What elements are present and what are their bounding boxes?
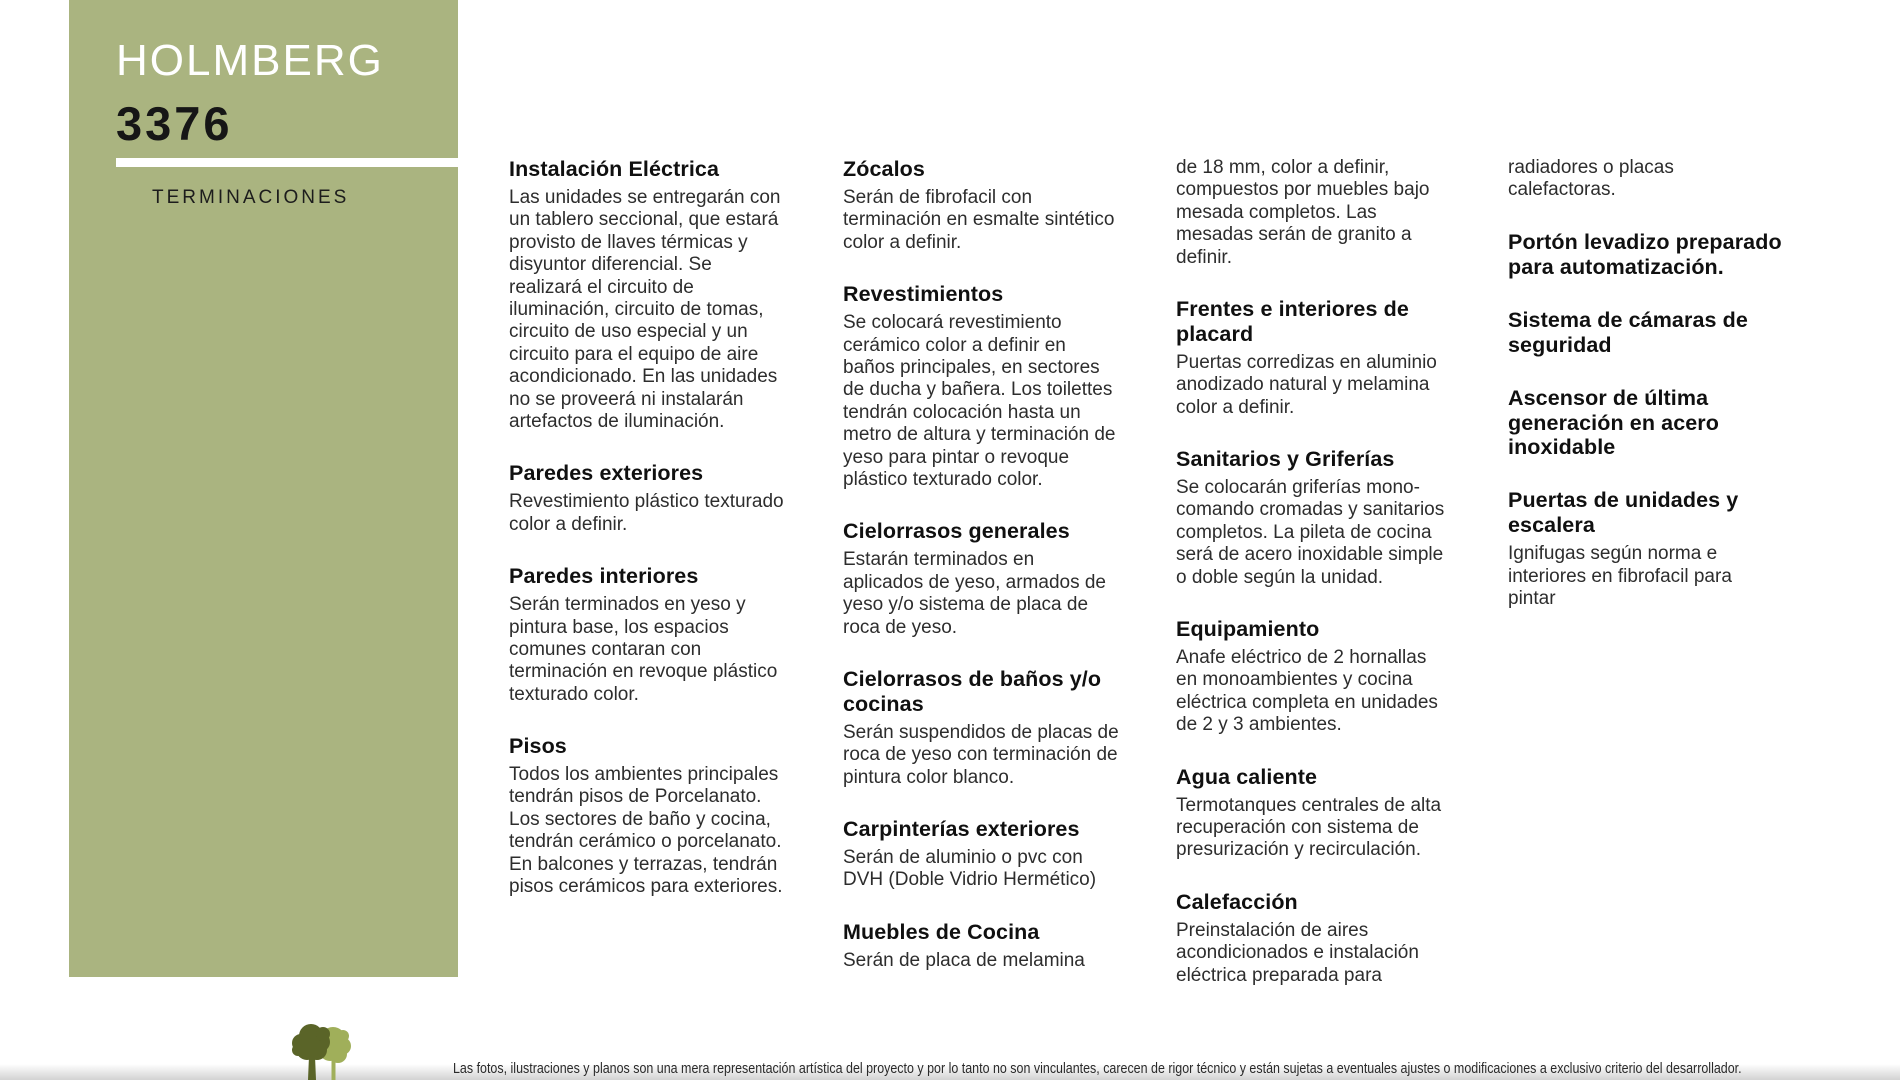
spec-column-1 <box>509 157 785 899</box>
section-body: Las unidades se entregarán con un tablero seccional, que estará provisto de llaves térmicas y disyuntor diferencial. Se realizará el circuito de iluminación, circuito de tomas, circuito de uso especial y un circuito para el equipo de aire acondicionado. En las unidades no se proveerá ni instalarán artefactos de iluminación. <box>509 186 781 432</box>
section-body: Ignifugas según norma e interiores en fibrofacil para pintar <box>1508 543 1732 610</box>
brand-title: HOLMBERG <box>116 36 384 85</box>
section-body: Serán suspendidos de placas de roca de yeso con terminación de pintura color blanco. <box>843 721 1119 788</box>
spec-column-3 <box>1176 157 1452 987</box>
section-heading: Ascensor de última generación en acero inoxidable <box>1508 385 1720 460</box>
section-body: Anafe eléctrico de 2 hornallas en monoambientes y cocina eléctrica completa en unidades de 2 y 3 ambientes. <box>1176 647 1438 736</box>
section-body: radiadores o placas calefactoras. <box>1508 157 1674 201</box>
section-heading: Paredes exteriores <box>509 461 704 486</box>
section-heading: Sistema de cámaras de seguridad <box>1508 307 1748 357</box>
section-heading: Cielorrasos generales <box>843 519 1070 544</box>
section-heading: Zócalos <box>843 157 925 181</box>
spec-column-4 <box>1508 157 1784 610</box>
section-heading: Equipamiento <box>1176 617 1320 642</box>
section-heading: Sanitarios y Griferías <box>1176 447 1395 472</box>
section-body: Se colocarán griferías mono-comando cromadas y sanitarios completos. La pileta de cocina será de acero inoxidable simple o doble según la unidad. <box>1176 477 1445 588</box>
section-body: Puertas corredizas en aluminio anodizado natural y melamina color a definir. <box>1176 351 1437 418</box>
section-body: Preinstalación de aires acondicionados e instalación eléctrica preparada para <box>1176 919 1419 986</box>
section-body: Serán de aluminio o pvc con DVH (Doble Vidrio Hermético) <box>843 846 1097 891</box>
section-body: Termotanques centrales de alta recuperación con sistema de presurización y recirculación. <box>1176 794 1442 861</box>
section-body: Todos los ambientes principales tendrán pisos de Porcelanato. Los sectores de baño y cocina, tendrán cerámico o porcelanato. En balcones y terrazas, tendrán pisos cerámicos para exteriores. <box>509 764 783 898</box>
legal-disclaimer: Las fotos, ilustraciones y planos son una mera representación artística del proyecto y por lo tanto no son vinculantes, carecen de rigor técnico y están sujetas a eventuales ajustes o modificaciones a exclusivo criterio del desarrollador. <box>453 1061 1742 1077</box>
section-body: de 18 mm, color a definir, compuestos por muebles bajo mesada completos. Las mesadas serán de granito a definir. <box>1176 157 1430 268</box>
section-heading: Puertas de unidades y escalera <box>1508 488 1739 538</box>
tree-logo-icon <box>286 1021 358 1080</box>
section-heading: Revestimientos <box>843 282 1004 307</box>
section-heading: Agua caliente <box>1176 764 1318 789</box>
section-heading: Muebles de Cocina <box>843 919 1040 944</box>
section-heading: Paredes interiores <box>509 564 699 589</box>
page-title: TERMINACIONES <box>152 187 350 208</box>
section-body: Serán terminados en yeso y pintura base, los espacios comunes contaran con terminación en revoque plástico texturado color. <box>509 594 778 705</box>
section-body: Serán de fibrofacil con terminación en esmalte sintético color a definir. <box>843 186 1115 253</box>
section-heading: Instalación Eléctrica <box>509 157 720 181</box>
section-heading: Calefacción <box>1176 889 1298 914</box>
section-heading: Cielorrasos de baños y/o cocinas <box>843 666 1102 716</box>
brand-number: 3376 <box>116 97 233 150</box>
spec-column-2 <box>843 157 1119 972</box>
divider-line <box>116 158 458 167</box>
section-heading: Carpinterías exteriores <box>843 817 1080 841</box>
section-body: Serán de placa de melamina <box>843 949 1085 971</box>
section-heading: Frentes e interiores de placard <box>1176 297 1409 346</box>
section-body: Revestimiento plástico texturado color a definir. <box>509 491 784 535</box>
brand-sidebar <box>69 0 458 977</box>
section-body: Estarán terminados en aplicados de yeso, armados de yeso y/o sistema de placa de roca de yeso. <box>843 549 1106 638</box>
section-heading: Pisos <box>509 734 567 759</box>
section-body: Se colocará revestimiento cerámico color a definir en baños principales, en sectores de ducha y bañera. Los toilettes tendrán colocación hasta un metro de altura y terminación de yeso para pintar o revoque plástico texturado color. <box>843 312 1116 490</box>
section-heading: Portón levadizo preparado para automatización. <box>1508 229 1782 279</box>
